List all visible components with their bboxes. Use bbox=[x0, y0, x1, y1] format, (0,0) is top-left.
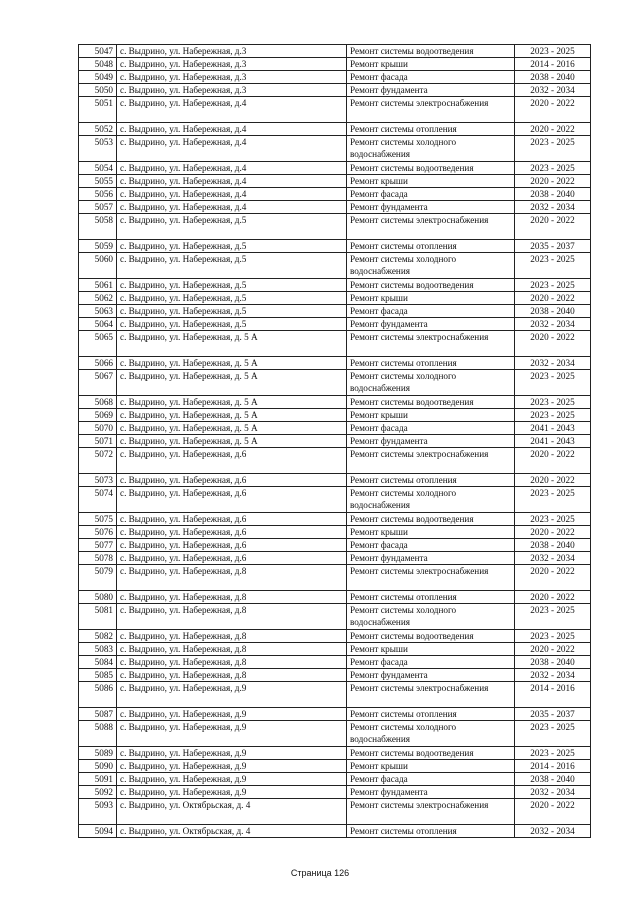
address-cell: с. Выдрино, ул. Набережная, д.4 bbox=[117, 136, 347, 162]
period-cell: 2014 - 2016 bbox=[515, 760, 591, 773]
address-cell: с. Выдрино, ул. Набережная, д.6 bbox=[117, 526, 347, 539]
period-cell: 2020 - 2022 bbox=[515, 97, 591, 123]
work-type-cell: Ремонт системы водоотведения bbox=[347, 162, 515, 175]
period-cell: 2023 - 2025 bbox=[515, 513, 591, 526]
address-cell: с. Выдрино, ул. Набережная, д.5 bbox=[117, 279, 347, 292]
work-type-cell: Ремонт системы холодного водоснабжения bbox=[347, 253, 515, 279]
work-type-cell: Ремонт системы электроснабжения bbox=[347, 214, 515, 240]
row-number-cell: 5061 bbox=[79, 279, 117, 292]
table-row bbox=[79, 201, 591, 214]
work-type-cell: Ремонт системы электроснабжения bbox=[347, 799, 515, 825]
address-cell: с. Выдрино, ул. Набережная, д.8 bbox=[117, 604, 347, 630]
repair-schedule-table bbox=[78, 44, 591, 838]
period-cell: 2020 - 2022 bbox=[515, 565, 591, 591]
address-cell: с. Выдрино, ул. Набережная, д.5 bbox=[117, 253, 347, 279]
row-number-cell: 5055 bbox=[79, 175, 117, 188]
address-cell: с. Выдрино, ул. Набережная, д.4 bbox=[117, 97, 347, 123]
work-type-cell: Ремонт системы отопления bbox=[347, 708, 515, 721]
work-type-cell: Ремонт системы электроснабжения bbox=[347, 565, 515, 591]
table-row bbox=[79, 760, 591, 773]
row-number-cell: 5048 bbox=[79, 58, 117, 71]
address-cell: с. Выдрино, ул. Набережная, д.6 bbox=[117, 513, 347, 526]
table-row bbox=[79, 97, 591, 123]
period-cell: 2032 - 2034 bbox=[515, 825, 591, 838]
address-cell: с. Выдрино, ул. Набережная, д.9 bbox=[117, 760, 347, 773]
row-number-cell: 5052 bbox=[79, 123, 117, 136]
address-cell: с. Выдрино, ул. Набережная, д.6 bbox=[117, 552, 347, 565]
period-cell: 2032 - 2034 bbox=[515, 84, 591, 97]
table-row bbox=[79, 422, 591, 435]
table-row bbox=[79, 435, 591, 448]
row-number-cell: 5063 bbox=[79, 305, 117, 318]
table-row bbox=[79, 409, 591, 422]
work-type-cell: Ремонт крыши bbox=[347, 526, 515, 539]
row-number-cell: 5072 bbox=[79, 448, 117, 474]
work-type-cell: Ремонт фундамента bbox=[347, 552, 515, 565]
row-number-cell: 5079 bbox=[79, 565, 117, 591]
row-number-cell: 5057 bbox=[79, 201, 117, 214]
row-number-cell: 5077 bbox=[79, 539, 117, 552]
table-row bbox=[79, 357, 591, 370]
period-cell: 2032 - 2034 bbox=[515, 786, 591, 799]
row-number-cell: 5049 bbox=[79, 71, 117, 84]
table-row bbox=[79, 396, 591, 409]
table-row bbox=[79, 370, 591, 396]
table-row bbox=[79, 84, 591, 97]
address-cell: с. Выдрино, ул. Набережная, д. 5 А bbox=[117, 331, 347, 357]
work-type-cell: Ремонт системы холодного водоснабжения bbox=[347, 487, 515, 513]
address-cell: с. Выдрино, ул. Набережная, д. 5 А bbox=[117, 422, 347, 435]
address-cell: с. Выдрино, ул. Набережная, д.4 bbox=[117, 162, 347, 175]
work-type-cell: Ремонт крыши bbox=[347, 409, 515, 422]
row-number-cell: 5085 bbox=[79, 669, 117, 682]
table-row bbox=[79, 214, 591, 240]
table-row bbox=[79, 773, 591, 786]
period-cell: 2038 - 2040 bbox=[515, 305, 591, 318]
address-cell: с. Выдрино, ул. Набережная, д.9 bbox=[117, 786, 347, 799]
period-cell: 2020 - 2022 bbox=[515, 474, 591, 487]
work-type-cell: Ремонт системы водоотведения bbox=[347, 513, 515, 526]
address-cell: с. Выдрино, ул. Набережная, д. 5 А bbox=[117, 357, 347, 370]
work-type-cell: Ремонт системы отопления bbox=[347, 240, 515, 253]
address-cell: с. Выдрино, ул. Набережная, д.5 bbox=[117, 292, 347, 305]
address-cell: с. Выдрино, ул. Набережная, д.9 bbox=[117, 747, 347, 760]
work-type-cell: Ремонт системы водоотведения bbox=[347, 630, 515, 643]
address-cell: с. Выдрино, ул. Набережная, д.8 bbox=[117, 656, 347, 669]
row-number-cell: 5058 bbox=[79, 214, 117, 240]
row-number-cell: 5051 bbox=[79, 97, 117, 123]
address-cell: с. Выдрино, ул. Набережная, д. 5 А bbox=[117, 370, 347, 396]
table-row bbox=[79, 513, 591, 526]
address-cell: с. Выдрино, ул. Набережная, д.8 bbox=[117, 643, 347, 656]
row-number-cell: 5074 bbox=[79, 487, 117, 513]
address-cell: с. Выдрино, ул. Набережная, д.5 bbox=[117, 214, 347, 240]
row-number-cell: 5093 bbox=[79, 799, 117, 825]
period-cell: 2041 - 2043 bbox=[515, 422, 591, 435]
table-row bbox=[79, 721, 591, 747]
period-cell: 2020 - 2022 bbox=[515, 292, 591, 305]
work-type-cell: Ремонт фундамента bbox=[347, 84, 515, 97]
work-type-cell: Ремонт системы водоотведения bbox=[347, 396, 515, 409]
table-row bbox=[79, 604, 591, 630]
period-cell: 2014 - 2016 bbox=[515, 682, 591, 708]
period-cell: 2023 - 2025 bbox=[515, 604, 591, 630]
period-cell: 2038 - 2040 bbox=[515, 773, 591, 786]
address-cell: с. Выдрино, ул. Набережная, д.9 bbox=[117, 682, 347, 708]
row-number-cell: 5092 bbox=[79, 786, 117, 799]
period-cell: 2023 - 2025 bbox=[515, 136, 591, 162]
address-cell: с. Выдрино, ул. Набережная, д. 5 А bbox=[117, 409, 347, 422]
row-number-cell: 5067 bbox=[79, 370, 117, 396]
row-number-cell: 5073 bbox=[79, 474, 117, 487]
work-type-cell: Ремонт системы электроснабжения bbox=[347, 682, 515, 708]
work-type-cell: Ремонт системы электроснабжения bbox=[347, 331, 515, 357]
row-number-cell: 5089 bbox=[79, 747, 117, 760]
page-number-label: Страница 126 bbox=[290, 868, 350, 878]
work-type-cell: Ремонт системы электроснабжения bbox=[347, 448, 515, 474]
address-cell: с. Выдрино, ул. Набережная, д.6 bbox=[117, 487, 347, 513]
work-type-cell: Ремонт системы холодного водоснабжения bbox=[347, 136, 515, 162]
row-number-cell: 5088 bbox=[79, 721, 117, 747]
table-body bbox=[79, 45, 591, 838]
period-cell: 2035 - 2037 bbox=[515, 708, 591, 721]
period-cell: 2038 - 2040 bbox=[515, 656, 591, 669]
row-number-cell: 5068 bbox=[79, 396, 117, 409]
address-cell: с. Выдрино, ул. Набережная, д.8 bbox=[117, 565, 347, 591]
address-cell: с. Выдрино, ул. Набережная, д.4 bbox=[117, 123, 347, 136]
table-row bbox=[79, 240, 591, 253]
period-cell: 2023 - 2025 bbox=[515, 396, 591, 409]
period-cell: 2023 - 2025 bbox=[515, 409, 591, 422]
table-row bbox=[79, 123, 591, 136]
table-row bbox=[79, 71, 591, 84]
period-cell: 2023 - 2025 bbox=[515, 45, 591, 58]
period-cell: 2014 - 2016 bbox=[515, 58, 591, 71]
period-cell: 2023 - 2025 bbox=[515, 162, 591, 175]
period-cell: 2041 - 2043 bbox=[515, 435, 591, 448]
row-number-cell: 5091 bbox=[79, 773, 117, 786]
address-cell: с. Выдрино, ул. Набережная, д.8 bbox=[117, 630, 347, 643]
address-cell: с. Выдрино, ул. Набережная, д.4 bbox=[117, 201, 347, 214]
address-cell: с. Выдрино, ул. Набережная, д.8 bbox=[117, 591, 347, 604]
address-cell: с. Выдрино, ул. Октябрьская, д. 4 bbox=[117, 799, 347, 825]
table-row bbox=[79, 448, 591, 474]
table-row bbox=[79, 708, 591, 721]
table-row bbox=[79, 630, 591, 643]
table-row bbox=[79, 526, 591, 539]
work-type-cell: Ремонт фасада bbox=[347, 539, 515, 552]
table-row bbox=[79, 318, 591, 331]
work-type-cell: Ремонт системы отопления bbox=[347, 123, 515, 136]
address-cell: с. Выдрино, ул. Набережная, д.9 bbox=[117, 721, 347, 747]
period-cell: 2020 - 2022 bbox=[515, 448, 591, 474]
table-row bbox=[79, 162, 591, 175]
address-cell: с. Выдрино, ул. Набережная, д.3 bbox=[117, 58, 347, 71]
row-number-cell: 5066 bbox=[79, 357, 117, 370]
table-row bbox=[79, 45, 591, 58]
work-type-cell: Ремонт системы электроснабжения bbox=[347, 97, 515, 123]
row-number-cell: 5083 bbox=[79, 643, 117, 656]
period-cell: 2020 - 2022 bbox=[515, 799, 591, 825]
address-cell: с. Выдрино, ул. Набережная, д.3 bbox=[117, 45, 347, 58]
work-type-cell: Ремонт фундамента bbox=[347, 669, 515, 682]
table-row bbox=[79, 747, 591, 760]
row-number-cell: 5062 bbox=[79, 292, 117, 305]
row-number-cell: 5047 bbox=[79, 45, 117, 58]
row-number-cell: 5064 bbox=[79, 318, 117, 331]
row-number-cell: 5054 bbox=[79, 162, 117, 175]
row-number-cell: 5059 bbox=[79, 240, 117, 253]
address-cell: с. Выдрино, ул. Набережная, д.5 bbox=[117, 318, 347, 331]
row-number-cell: 5065 bbox=[79, 331, 117, 357]
work-type-cell: Ремонт системы отопления bbox=[347, 825, 515, 838]
period-cell: 2023 - 2025 bbox=[515, 747, 591, 760]
row-number-cell: 5050 bbox=[79, 84, 117, 97]
work-type-cell: Ремонт системы холодного водоснабжения bbox=[347, 370, 515, 396]
row-number-cell: 5078 bbox=[79, 552, 117, 565]
table-row bbox=[79, 175, 591, 188]
work-type-cell: Ремонт фасада bbox=[347, 188, 515, 201]
table-row bbox=[79, 253, 591, 279]
address-cell: с. Выдрино, ул. Октябрьская, д. 4 bbox=[117, 825, 347, 838]
work-type-cell: Ремонт фасада bbox=[347, 305, 515, 318]
table-row bbox=[79, 292, 591, 305]
row-number-cell: 5090 bbox=[79, 760, 117, 773]
row-number-cell: 5080 bbox=[79, 591, 117, 604]
table-row bbox=[79, 656, 591, 669]
work-type-cell: Ремонт системы холодного водоснабжения bbox=[347, 721, 515, 747]
period-cell: 2032 - 2034 bbox=[515, 357, 591, 370]
row-number-cell: 5081 bbox=[79, 604, 117, 630]
table-row bbox=[79, 799, 591, 825]
period-cell: 2023 - 2025 bbox=[515, 487, 591, 513]
table-row bbox=[79, 669, 591, 682]
row-number-cell: 5069 bbox=[79, 409, 117, 422]
work-type-cell: Ремонт фундамента bbox=[347, 318, 515, 331]
address-cell: с. Выдрино, ул. Набережная, д.5 bbox=[117, 240, 347, 253]
period-cell: 2023 - 2025 bbox=[515, 279, 591, 292]
address-cell: с. Выдрино, ул. Набережная, д.4 bbox=[117, 188, 347, 201]
work-type-cell: Ремонт фундамента bbox=[347, 435, 515, 448]
work-type-cell: Ремонт фасада bbox=[347, 422, 515, 435]
work-type-cell: Ремонт фундамента bbox=[347, 786, 515, 799]
address-cell: с. Выдрино, ул. Набережная, д.3 bbox=[117, 84, 347, 97]
address-cell: с. Выдрино, ул. Набережная, д.8 bbox=[117, 669, 347, 682]
work-type-cell: Ремонт системы отопления bbox=[347, 591, 515, 604]
table-row bbox=[79, 305, 591, 318]
row-number-cell: 5053 bbox=[79, 136, 117, 162]
period-cell: 2038 - 2040 bbox=[515, 188, 591, 201]
period-cell: 2032 - 2034 bbox=[515, 201, 591, 214]
table-row bbox=[79, 591, 591, 604]
address-cell: с. Выдрино, ул. Набережная, д. 5 А bbox=[117, 435, 347, 448]
work-type-cell: Ремонт фасада bbox=[347, 656, 515, 669]
period-cell: 2023 - 2025 bbox=[515, 721, 591, 747]
period-cell: 2023 - 2025 bbox=[515, 253, 591, 279]
address-cell: с. Выдрино, ул. Набережная, д.6 bbox=[117, 474, 347, 487]
address-cell: с. Выдрино, ул. Набережная, д. 5 А bbox=[117, 396, 347, 409]
work-type-cell: Ремонт крыши bbox=[347, 643, 515, 656]
table-row bbox=[79, 643, 591, 656]
period-cell: 2020 - 2022 bbox=[515, 331, 591, 357]
work-type-cell: Ремонт системы водоотведения bbox=[347, 747, 515, 760]
period-cell: 2020 - 2022 bbox=[515, 643, 591, 656]
address-cell: с. Выдрино, ул. Набережная, д.4 bbox=[117, 175, 347, 188]
work-type-cell: Ремонт крыши bbox=[347, 760, 515, 773]
row-number-cell: 5082 bbox=[79, 630, 117, 643]
address-cell: с. Выдрино, ул. Набережная, д.5 bbox=[117, 305, 347, 318]
work-type-cell: Ремонт крыши bbox=[347, 175, 515, 188]
table-row bbox=[79, 552, 591, 565]
table-row bbox=[79, 565, 591, 591]
period-cell: 2038 - 2040 bbox=[515, 539, 591, 552]
row-number-cell: 5056 bbox=[79, 188, 117, 201]
row-number-cell: 5086 bbox=[79, 682, 117, 708]
table-row bbox=[79, 825, 591, 838]
row-number-cell: 5070 bbox=[79, 422, 117, 435]
address-cell: с. Выдрино, ул. Набережная, д.9 bbox=[117, 773, 347, 786]
table-row bbox=[79, 539, 591, 552]
table-row bbox=[79, 487, 591, 513]
table-row bbox=[79, 136, 591, 162]
period-cell: 2032 - 2034 bbox=[515, 552, 591, 565]
row-number-cell: 5094 bbox=[79, 825, 117, 838]
period-cell: 2020 - 2022 bbox=[515, 123, 591, 136]
table-row bbox=[79, 58, 591, 71]
table-row bbox=[79, 279, 591, 292]
row-number-cell: 5071 bbox=[79, 435, 117, 448]
period-cell: 2023 - 2025 bbox=[515, 630, 591, 643]
period-cell: 2023 - 2025 bbox=[515, 370, 591, 396]
work-type-cell: Ремонт крыши bbox=[347, 58, 515, 71]
table-row bbox=[79, 188, 591, 201]
table-row bbox=[79, 331, 591, 357]
period-cell: 2038 - 2040 bbox=[515, 71, 591, 84]
period-cell: 2020 - 2022 bbox=[515, 526, 591, 539]
work-type-cell: Ремонт системы отопления bbox=[347, 474, 515, 487]
work-type-cell: Ремонт крыши bbox=[347, 292, 515, 305]
work-type-cell: Ремонт системы водоотведения bbox=[347, 279, 515, 292]
address-cell: с. Выдрино, ул. Набережная, д.6 bbox=[117, 448, 347, 474]
work-type-cell: Ремонт системы отопления bbox=[347, 357, 515, 370]
address-cell: с. Выдрино, ул. Набережная, д.3 bbox=[117, 71, 347, 84]
row-number-cell: 5076 bbox=[79, 526, 117, 539]
row-number-cell: 5060 bbox=[79, 253, 117, 279]
work-type-cell: Ремонт системы холодного водоснабжения bbox=[347, 604, 515, 630]
work-type-cell: Ремонт фасада bbox=[347, 773, 515, 786]
work-type-cell: Ремонт фасада bbox=[347, 71, 515, 84]
period-cell: 2020 - 2022 bbox=[515, 214, 591, 240]
address-cell: с. Выдрино, ул. Набережная, д.6 bbox=[117, 539, 347, 552]
table-row bbox=[79, 682, 591, 708]
period-cell: 2020 - 2022 bbox=[515, 591, 591, 604]
row-number-cell: 5087 bbox=[79, 708, 117, 721]
work-type-cell: Ремонт системы водоотведения bbox=[347, 45, 515, 58]
row-number-cell: 5084 bbox=[79, 656, 117, 669]
row-number-cell: 5075 bbox=[79, 513, 117, 526]
address-cell: с. Выдрино, ул. Набережная, д.9 bbox=[117, 708, 347, 721]
period-cell: 2035 - 2037 bbox=[515, 240, 591, 253]
page-footer bbox=[0, 868, 640, 878]
work-type-cell: Ремонт фундамента bbox=[347, 201, 515, 214]
period-cell: 2020 - 2022 bbox=[515, 175, 591, 188]
period-cell: 2032 - 2034 bbox=[515, 669, 591, 682]
table-row bbox=[79, 474, 591, 487]
table-row bbox=[79, 786, 591, 799]
period-cell: 2032 - 2034 bbox=[515, 318, 591, 331]
